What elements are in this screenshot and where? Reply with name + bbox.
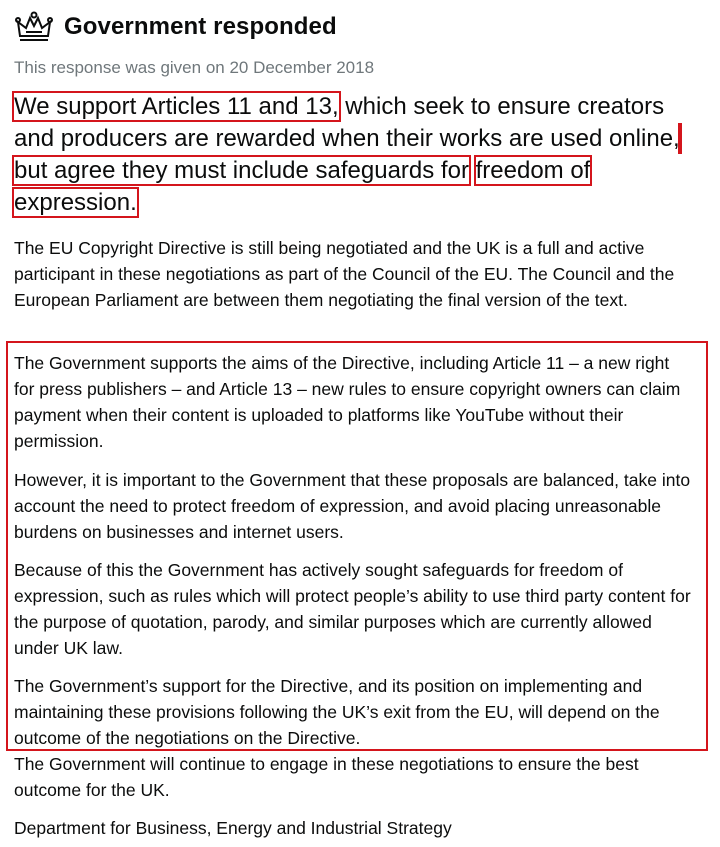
highlight-safeguards: but agree they must include safeguards for (14, 157, 469, 184)
response-header (14, 10, 337, 44)
response-summary (14, 91, 704, 219)
paragraph-4: Because of this the Government has actively sought safeguards for freedom of expression, such as rules which will protect people’s ability to use third party content for the purpose of quotation, parody, and similar purposes which are currently allowed under UK law. (14, 560, 691, 658)
paragraph-6: The Government will continue to engage in these negotiations to ensure the best outcome for the UK. (14, 754, 639, 800)
crown-icon (14, 10, 54, 44)
highlight-support: We support Articles 11 and 13, (14, 93, 339, 120)
paragraph-5: The Government’s support for the Directive, and its position on implementing and maintaining these provisions following the UK’s exit from the EU, will depend on the outcome of the negotiations on the Directive. (14, 676, 660, 748)
summary-text: which seek to ensure creators and producers are rewarded when their works are used online, (14, 93, 680, 152)
highlight-freedom: freedom of expression. (14, 157, 591, 216)
department-name: Department for Business, Energy and Industrial Strategy (14, 818, 452, 838)
paragraph-1: The EU Copyright Directive is still being negotiated and the UK is a full and active participant in these negotiations as part of the Council of the EU. The Council and the European Parliament are between them negotiating the final version of the text. (14, 238, 675, 310)
paragraph-3: However, it is important to the Government that these proposals are balanced, take into account the need to protect freedom of expression, and avoid placing unreasonable burdens on businesses and internet users. (14, 470, 691, 542)
page-title: Government responded (64, 13, 337, 40)
paragraph-2: The Government supports the aims of the Directive, including Article 11 – a new right for press publishers – and Article 13 – new rules to ensure copyright owners can claim payment when their content is uploaded to platforms like YouTube without their permission. (14, 353, 681, 451)
response-date: This response was given on 20 December 2018 (14, 58, 375, 77)
